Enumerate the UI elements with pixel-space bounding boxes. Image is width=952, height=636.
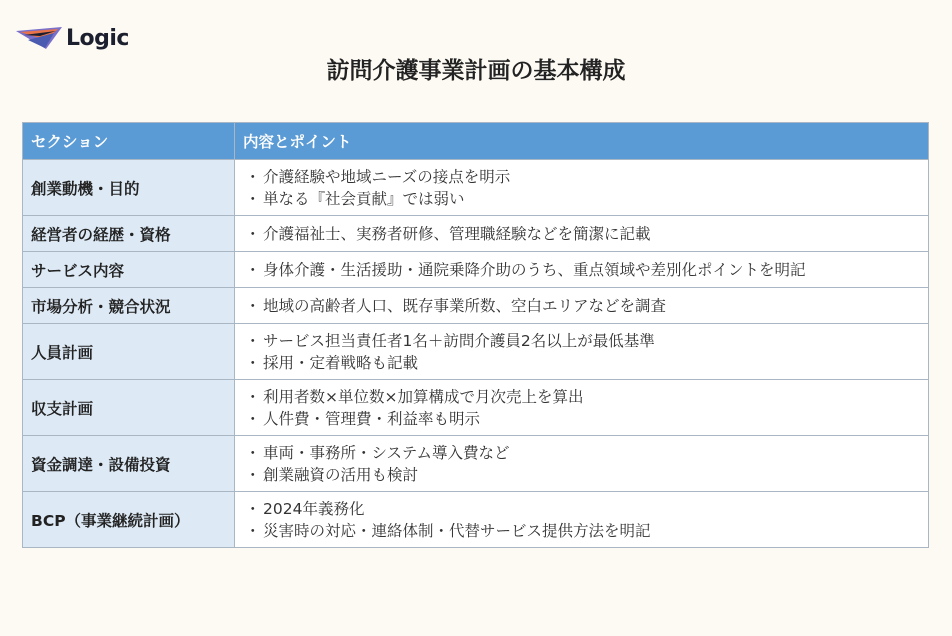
page-title: 訪問介護事業計画の基本構成 [326, 58, 626, 84]
row-label: 収支計画 [23, 380, 235, 436]
row-label: 創業動機・目的 [23, 160, 235, 216]
table-row [23, 216, 929, 252]
row-content [235, 492, 929, 548]
bullet-point: ・ 人件費・管理費・利益率も明示 [245, 409, 481, 428]
bullet-point: ・ 地域の高齢者人口、既存事業所数、空白エリアなどを調査 [245, 296, 667, 315]
row-content [235, 288, 929, 324]
row-label: 人員計画 [23, 324, 235, 380]
row-content [235, 324, 929, 380]
bullet-point: ・ 災害時の対応・連絡体制・代替サービス提供方法を明記 [245, 521, 651, 540]
bullet-point: ・ 創業融資の活用も検討 [245, 465, 419, 484]
row-content [235, 252, 929, 288]
bullet-point: ・ 採用・定着戦略も記載 [245, 353, 419, 372]
header-section: セクション [23, 123, 235, 160]
row-label: 市場分析・競合状況 [23, 288, 235, 324]
table-row [23, 492, 929, 548]
row-content [235, 160, 929, 216]
table-row [23, 380, 929, 436]
bullet-point: ・ 身体介護・生活援助・通院乗降介助のうち、重点領域や差別化ポイントを明記 [245, 260, 806, 279]
row-content [235, 216, 929, 252]
logo [16, 26, 129, 51]
table-header-row [23, 123, 929, 160]
bullet-point: ・ 車両・事務所・システム導入費など [245, 443, 510, 462]
bullet-point: ・ 介護経験や地域ニーズの接点を明示 [245, 167, 511, 186]
row-content [235, 380, 929, 436]
plan-table [22, 122, 929, 548]
bullet-point: ・ 介護福祉士、実務者研修、管理職経験などを簡潔に記載 [245, 224, 651, 243]
row-content [235, 436, 929, 492]
table-row [23, 324, 929, 380]
row-label: 経営者の経歴・資格 [23, 216, 235, 252]
bullet-point: ・ サービス担当責任者1名＋訪問介護員2名以上が最低基準 [245, 331, 655, 350]
header-content: 内容とポイント [235, 123, 929, 160]
table-row [23, 436, 929, 492]
row-label: サービス内容 [23, 252, 235, 288]
table-row [23, 288, 929, 324]
bullet-point: ・ 利用者数×単位数×加算構成で月次売上を算出 [245, 387, 584, 406]
logo-text: Logic [66, 26, 129, 51]
table-row [23, 252, 929, 288]
logo-mark-icon [16, 27, 62, 51]
row-label: 資金調達・設備投資 [23, 436, 235, 492]
bullet-point: ・ 2024年義務化 [245, 499, 365, 518]
bullet-point: ・ 単なる『社会貢献』では弱い [245, 189, 465, 208]
table-row [23, 160, 929, 216]
row-label: BCP（事業継続計画） [23, 492, 235, 548]
